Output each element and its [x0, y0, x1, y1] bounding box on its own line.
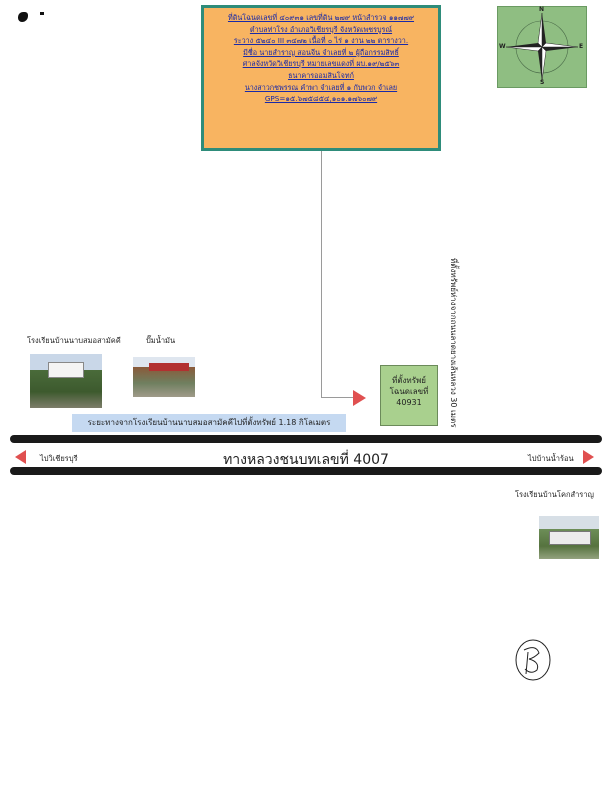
compass-east-label: E [579, 43, 584, 50]
info-line-title-deed: ที่ดินโฉนดเลขที่ ๔๐๙๓๑ เลขที่ดิน ๒๗๙ หน้าสำรวจ ๑๑๗๗๙ [227, 13, 415, 22]
property-location-marker [380, 365, 438, 426]
property-info-box [201, 5, 441, 151]
connector-line-vertical [321, 151, 322, 398]
signature-mark [512, 636, 554, 684]
compass-south-label: S [540, 79, 545, 86]
compass-star-graphic [498, 7, 586, 87]
school-left-photo [30, 354, 102, 408]
scan-mark [18, 12, 28, 22]
info-line-owner: มีชื่อ นายสำราญ สอนจีน จำเลยที่ ๒ ผู้ถือกรรมสิทธิ์ [243, 47, 399, 57]
distance-from-road-label: ที่ตั้งทรัพย์ห่างจากถนนลาดยางเส้นหลวง 30 เมตร [449, 258, 458, 428]
school-right-photo [539, 516, 599, 559]
road-left-direction: ไปวิเชียรบุรี [40, 454, 78, 463]
gas-station-photo [133, 357, 195, 397]
school-right-label: โรงเรียนบ้านโคกสำราญ [515, 490, 594, 499]
school-sign-graphic [549, 531, 591, 545]
compass-west-label: W [499, 43, 506, 50]
info-line-court-case: ศาลจังหวัดวิเชียรบุรี หมายเลขแดงที่ ผบ.๑๙/๒๕๖๓ [242, 59, 400, 69]
gas-station-roof-graphic [149, 363, 189, 371]
plot-label-location: ที่ตั้งทรัพย์ [392, 376, 426, 385]
info-line-gps: GPS=๑๕.๖๗๕๘๕๔,๑๐๑.๑๗๖๐๗๙ [264, 94, 378, 104]
school-sign-graphic [48, 362, 84, 378]
road-title: ทางหลวงชนบทเลขที่ 4007 [223, 452, 389, 468]
scan-mark-small [40, 12, 44, 15]
info-line-defendant: นางสาวกชพรรณ คำพา จำเลยที่ ๑ กับพวก จำเลย [244, 82, 398, 92]
info-line-area: ระวาง ๕๒๔๐ III ๓๔๗๒ เนื้อที่ ๐ ไร่ ๑ งาน ๒๒ ตารางวา. [233, 36, 409, 46]
info-line-plaintiff: ธนาคารออมสินโจทก์ [288, 70, 354, 80]
compass-north-label: N [539, 6, 545, 13]
road-edge-top [10, 435, 602, 443]
road-right-direction: ไปบ้านน้ำร้อน [528, 454, 574, 463]
gas-station-label: ปั๊มน้ำมัน [146, 336, 176, 345]
plot-label-deed: โฉนดเลขที่ [389, 387, 429, 396]
distance-banner: ระยะทางจากโรงเรียนบ้านนาบสมอสามัคคีไปที่ตั้งทรัพย์ 1.18 กิโลเมตร [72, 414, 346, 432]
school-left-label: โรงเรียนบ้านนาบสมอสามัคคี [27, 336, 121, 345]
arrow-right-icon [583, 450, 594, 464]
info-line-location: ตำบลท่าโรง อำเภอวิเชียรบุรี จังหวัดเพชรบูรณ์ [249, 24, 393, 34]
plot-label-number: 40931 [396, 398, 422, 407]
compass-rose-icon [497, 6, 587, 88]
connector-line-horizontal [321, 397, 353, 398]
arrow-right-icon [353, 390, 366, 406]
